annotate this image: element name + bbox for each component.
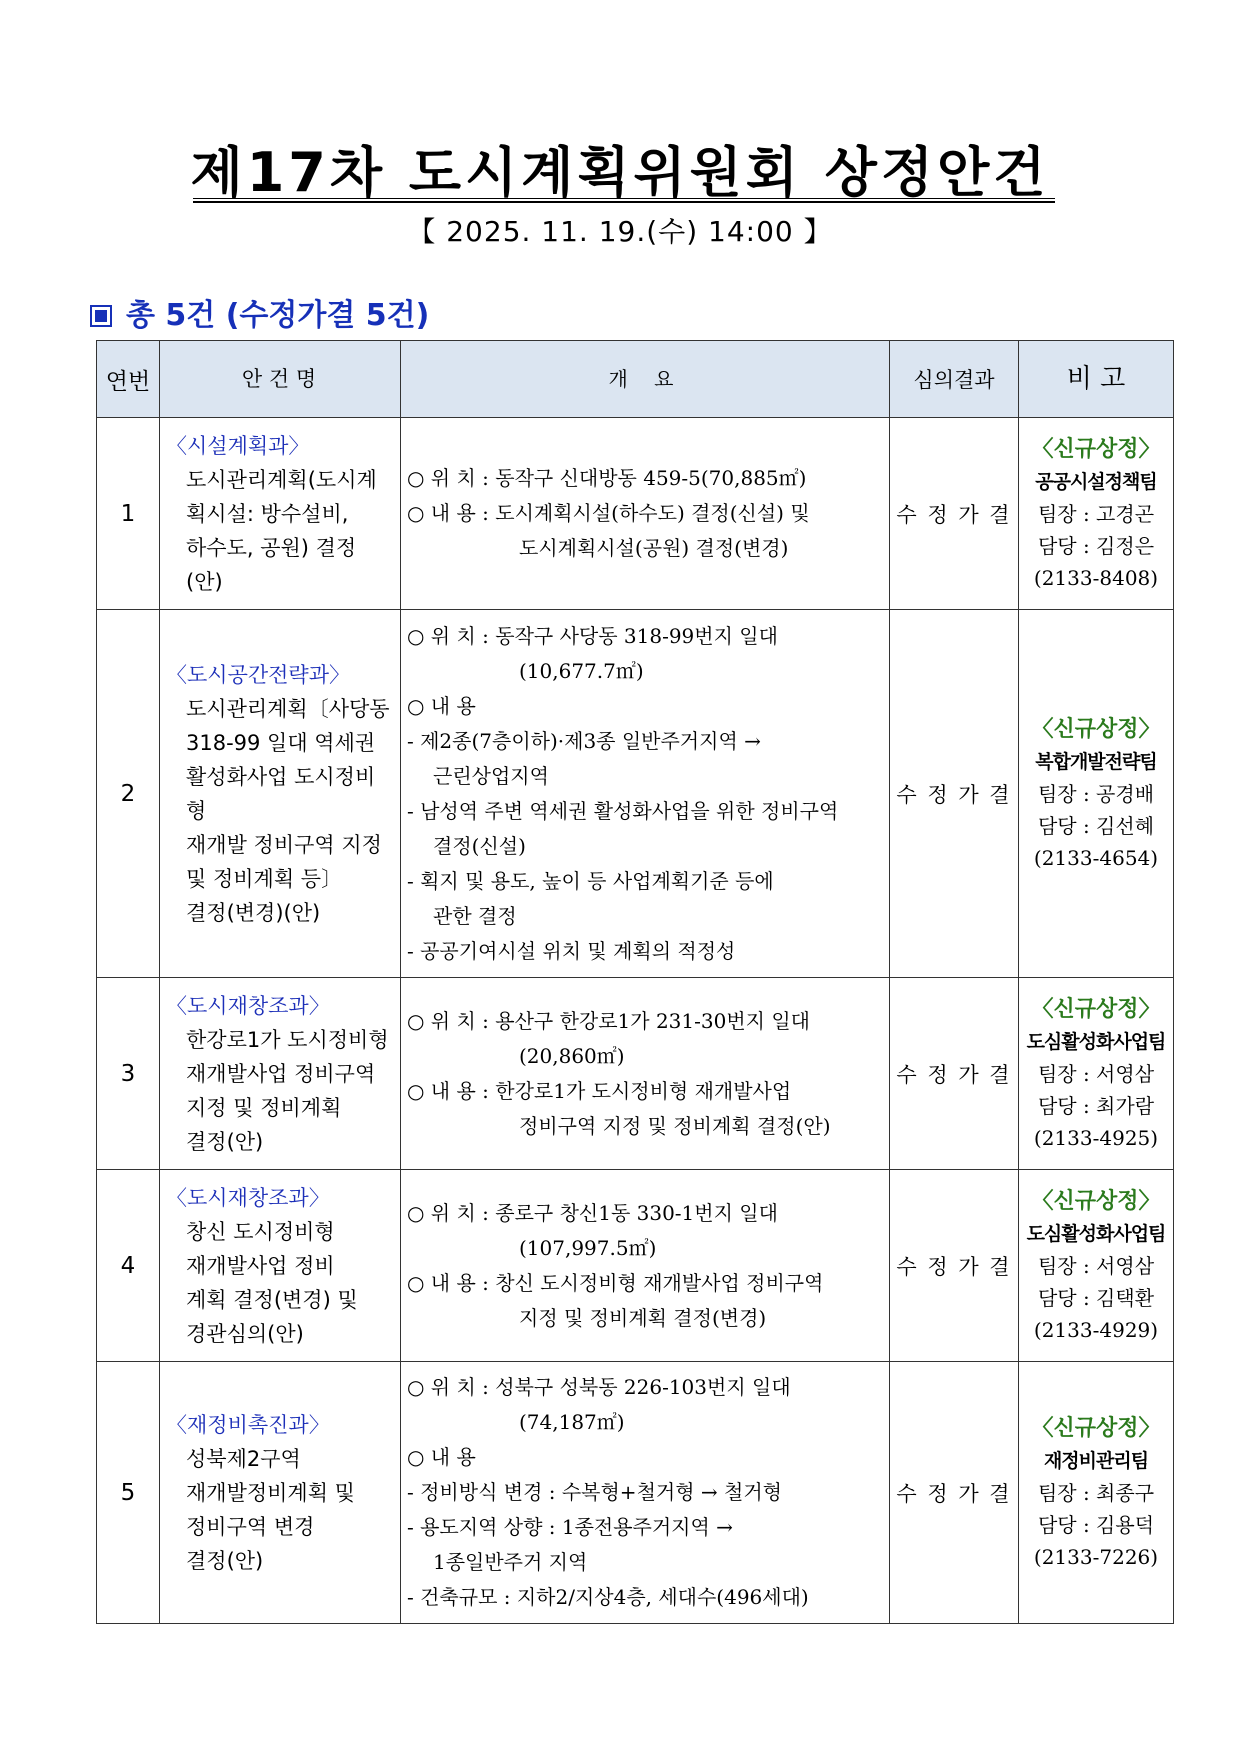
agenda-title-line: 정비구역 변경 (186, 1514, 315, 1539)
agenda-title-line: 지정 및 정비계획 (186, 1095, 342, 1120)
location-area: (10,677.7㎡) (519, 658, 644, 683)
new-submission-tag: 〈신규상정〉 (1031, 1188, 1161, 1214)
staff-contact: 담당 : 김택환 (1037, 1285, 1155, 1310)
remarks-cell (1019, 418, 1174, 610)
detail-line: - 획지 및 용도, 높이 등 사업계획기준 등에 (407, 868, 774, 893)
team-lead: 팀장 : 서영삼 (1037, 1253, 1155, 1278)
table-row (97, 418, 1174, 610)
agenda-summary-cell (401, 418, 890, 610)
team-name: 도심활성화사업팀 (1026, 1222, 1166, 1245)
location-line: ○ 위 치 : 용산구 한강로1가 231-30번지 일대 (407, 1008, 810, 1033)
detail-continuation: 근린상업지역 (433, 763, 549, 788)
content-continuation: 지정 및 정비계획 결정(변경) (519, 1305, 767, 1330)
agenda-title-line: 재개발사업 정비 (186, 1253, 335, 1278)
location-line: ○ 위 치 : 동작구 신대방동 459-5(70,885㎡) (407, 466, 807, 490)
new-submission-tag: 〈신규상정〉 (1031, 716, 1161, 742)
new-submission-tag: 〈신규상정〉 (1031, 996, 1161, 1022)
agenda-title-line: 한강로1가 도시정비형 (186, 1027, 389, 1052)
agenda-name (160, 1362, 401, 1624)
table-header-row (97, 341, 1174, 418)
location-area: (107,997.5㎡) (519, 1235, 657, 1260)
staff-contact: 담당 : 김용덕 (1037, 1512, 1155, 1537)
agenda-title-line: 창신 도시정비형 (186, 1219, 335, 1244)
phone-number: (2133-4929) (1033, 1317, 1159, 1342)
agenda-name (160, 610, 401, 978)
meeting-date: 【 2025. 11. 19.(수) 14:00 】 (407, 215, 833, 248)
detail-continuation: 결정(신설) (433, 833, 526, 858)
department-label: 〈도시재창조과〉 (166, 1185, 330, 1210)
review-result: 수 정 가 결 (890, 610, 1019, 978)
agenda-title-line: 318-99 일대 역세권 (186, 730, 376, 755)
agenda-title-line: 도시관리계획(도시계 (186, 467, 377, 492)
remarks-cell (1019, 1170, 1174, 1362)
new-submission-tag: 〈신규상정〉 (1031, 436, 1161, 462)
agenda-title-line: 획시설: 방수설비, (186, 501, 349, 526)
location-line: ○ 위 치 : 종로구 창신1동 330-1번지 일대 (407, 1200, 778, 1225)
team-lead: 팀장 : 서영삼 (1037, 1061, 1155, 1086)
team-lead: 팀장 : 공경배 (1037, 781, 1155, 806)
team-name: 재정비관리팀 (1043, 1449, 1149, 1472)
department-label: 〈도시공간전략과〉 (166, 662, 351, 687)
remarks-cell (1019, 1362, 1174, 1624)
agenda-table (96, 340, 1174, 1624)
detail-line: - 남성역 주변 역세권 활성화사업을 위한 정비구역 (407, 798, 839, 823)
row-number: 3 (97, 978, 160, 1170)
location-area: (74,187㎡) (519, 1410, 625, 1434)
review-result: 수 정 가 결 (890, 1362, 1019, 1624)
agenda-title-line: 경관심의(안) (186, 1321, 304, 1346)
review-result: 수 정 가 결 (890, 418, 1019, 610)
detail-line: - 제2종(7층이하)·제3종 일반주거지역 → (407, 728, 761, 753)
department-label: 〈재정비촉진과〉 (166, 1412, 330, 1437)
content-continuation: 정비구역 지정 및 정비계획 결정(안) (519, 1113, 831, 1138)
location-area: (20,860㎡) (519, 1043, 625, 1068)
agenda-title-line: 성북제2구역 (186, 1446, 301, 1471)
location-line: ○ 위 치 : 동작구 사당동 318-99번지 일대 (407, 623, 778, 648)
content-line: ○ 내 용 (407, 1445, 476, 1469)
phone-number: (2133-4654) (1033, 845, 1159, 870)
agenda-name (160, 418, 401, 610)
phone-number: (2133-7226) (1033, 1544, 1159, 1569)
staff-contact: 담당 : 최가람 (1037, 1093, 1155, 1118)
table-row (97, 978, 1174, 1170)
agenda-title-line: 재개발정비계획 및 (186, 1480, 355, 1505)
staff-contact: 담당 : 김정은 (1037, 533, 1155, 558)
detail-line: - 공공기여시설 위치 및 계획의 적정성 (407, 938, 736, 963)
row-number: 5 (97, 1362, 160, 1624)
agenda-summary-cell (401, 1170, 890, 1362)
phone-number: (2133-8408) (1033, 565, 1159, 590)
location-line: ○ 위 치 : 성북구 성북동 226-103번지 일대 (407, 1375, 791, 1399)
header-no: 연번 (97, 341, 160, 418)
department-label: 〈시설계획과〉 (166, 433, 310, 458)
content-line: ○ 내 용 (407, 693, 476, 718)
agenda-title-line: 및 정비계획 등〕 (186, 866, 343, 891)
agenda-summary (90, 290, 429, 334)
row-number: 2 (97, 610, 160, 978)
phone-number: (2133-4925) (1033, 1125, 1159, 1150)
content-line: ○ 내 용 : 한강로1가 도시정비형 재개발사업 (407, 1078, 792, 1103)
agenda-title-line: 하수도, 공원) 결정(안) (186, 535, 357, 594)
agenda-summary-text: 총 5건 (수정가결 5건) (126, 298, 430, 333)
team-lead: 팀장 : 최종구 (1037, 1480, 1155, 1505)
detail-continuation: 1종일반주거 지역 (433, 1550, 588, 1574)
new-submission-tag: 〈신규상정〉 (1031, 1415, 1161, 1441)
staff-contact: 담당 : 김선혜 (1037, 813, 1155, 838)
team-name: 복합개발전략팀 (1035, 750, 1157, 773)
content-line: ○ 내 용 : 창신 도시정비형 재개발사업 정비구역 (407, 1270, 824, 1295)
table-row (97, 610, 1174, 978)
agenda-title-line: 도시관리계획〔사당동 (186, 696, 390, 721)
team-name: 공공시설정책팀 (1035, 470, 1157, 493)
agenda-title-line: 결정(변경)(안) (186, 900, 321, 925)
table-row (97, 1362, 1174, 1624)
detail-line: - 정비방식 변경 : 수복형+철거형 → 철거형 (407, 1480, 782, 1504)
header-summary: 개 요 (401, 341, 890, 418)
page-title: 제17차 도시계획위원회 상정안건 (190, 141, 1050, 204)
detail-continuation: 관한 결정 (433, 903, 517, 928)
agenda-title-line: 활성화사업 도시정비형 (186, 764, 376, 823)
header-name: 안 건 명 (160, 341, 401, 418)
content-continuation: 도시계획시설(공원) 결정(변경) (519, 536, 789, 560)
agenda-summary-cell (401, 610, 890, 978)
table-row (97, 1170, 1174, 1362)
agenda-summary-cell (401, 1362, 890, 1624)
content-line: ○ 내 용 : 도시계획시설(하수도) 결정(신설) 및 (407, 501, 810, 525)
agenda-name (160, 1170, 401, 1362)
team-name: 도심활성화사업팀 (1026, 1030, 1166, 1053)
remarks-cell (1019, 978, 1174, 1170)
agenda-title-line: 재개발사업 정비구역 (186, 1061, 376, 1086)
agenda-title-line: 재개발 정비구역 지정 (186, 832, 382, 857)
agenda-summary-cell (401, 978, 890, 1170)
department-label: 〈도시재창조과〉 (166, 993, 330, 1018)
agenda-title-line: 계획 결정(변경) 및 (186, 1287, 358, 1312)
agenda-title-line: 결정(안) (186, 1129, 264, 1154)
detail-line: - 건축규모 : 지하2/지상4층, 세대수(496세대) (407, 1585, 809, 1609)
row-number: 1 (97, 418, 160, 610)
row-number: 4 (97, 1170, 160, 1362)
remarks-cell (1019, 610, 1174, 978)
team-lead: 팀장 : 고경곤 (1037, 501, 1155, 526)
square-bullet-icon (90, 305, 112, 327)
header-result: 심의결과 (890, 341, 1019, 418)
agenda-name (160, 978, 401, 1170)
title-underline (193, 198, 1055, 203)
header-note: 비 고 (1019, 341, 1174, 418)
review-result: 수 정 가 결 (890, 978, 1019, 1170)
agenda-title-line: 결정(안) (186, 1548, 264, 1573)
review-result: 수 정 가 결 (890, 1170, 1019, 1362)
detail-line: - 용도지역 상향 : 1종전용주거지역 → (407, 1515, 733, 1539)
